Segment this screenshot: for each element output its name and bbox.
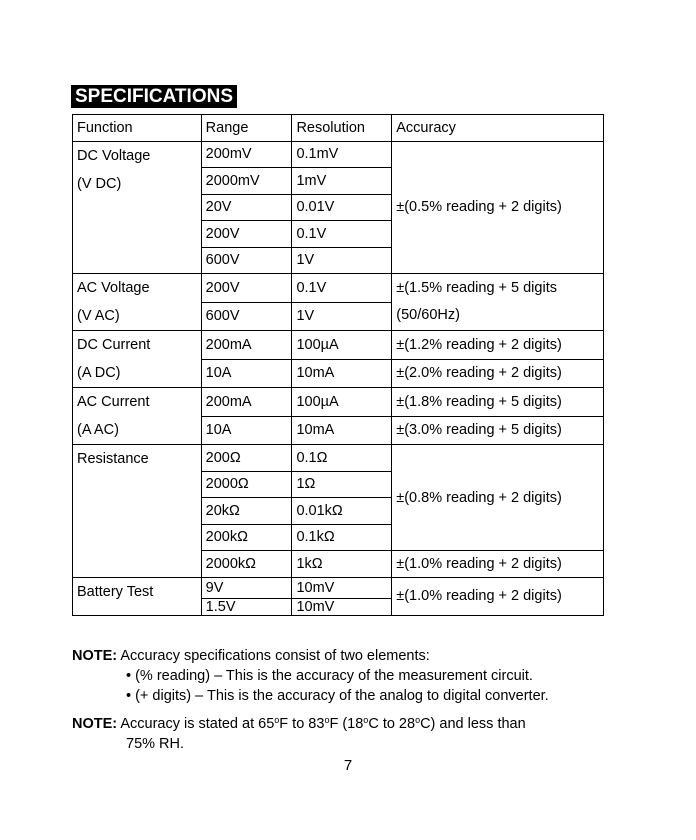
function-label: AC Voltage	[77, 280, 150, 296]
range-cell: 1.5V	[201, 598, 292, 615]
function-battery-test	[73, 577, 202, 615]
accuracy-cell: ±(3.0% reading + 5 digits)	[392, 416, 604, 445]
note-2	[72, 710, 632, 734]
function-label: DC Current	[77, 337, 151, 353]
table-header-row	[73, 115, 604, 142]
range-cell: 10A	[201, 416, 292, 445]
function-ac-current	[73, 388, 202, 445]
note-text: F to 83	[279, 716, 325, 732]
range-cell: 200V	[201, 274, 292, 303]
table-row	[73, 445, 604, 472]
function-label: DC Voltage	[77, 147, 151, 164]
note-text: F (18	[329, 716, 364, 732]
accuracy-cell: ±(2.0% reading + 2 digits)	[392, 359, 604, 388]
range-cell: 200kΩ	[201, 524, 292, 551]
accuracy-cell: ±(1.2% reading + 2 digits)	[392, 331, 604, 360]
resolution-cell: 0.1V	[292, 274, 392, 303]
section-heading: SPECIFICATIONS	[71, 85, 237, 108]
bullet-digits: • (+ digits) – This is the accuracy of the analog to digital converter.	[126, 688, 549, 704]
resolution-cell: 0.1Ω	[292, 445, 392, 472]
function-dc-voltage	[73, 141, 202, 274]
range-cell: 2000mV	[201, 168, 292, 195]
resolution-cell: 0.1V	[292, 221, 392, 248]
function-label: Battery Test	[77, 583, 154, 600]
note-text: C) and less than	[420, 716, 526, 732]
function-unit: (V DC)	[77, 175, 122, 192]
function-unit: (A DC)	[77, 365, 121, 381]
note-label: NOTE:	[72, 716, 118, 732]
note-text: Accuracy specifications consist of two elements:	[117, 648, 430, 664]
function-ac-voltage	[73, 274, 202, 331]
degree-mark: o	[274, 715, 280, 725]
resolution-cell: 0.01V	[292, 194, 392, 221]
resolution-cell: 10mV	[292, 598, 392, 615]
accuracy-cell: ±(0.5% reading + 2 digits)	[392, 141, 604, 274]
range-cell: 200mV	[201, 141, 292, 168]
header-resolution: Resolution	[292, 115, 392, 142]
resolution-cell: 0.01kΩ	[292, 498, 392, 525]
note-text: C to 28	[368, 716, 416, 732]
range-cell: 600V	[201, 247, 292, 274]
resolution-cell: 0.1kΩ	[292, 524, 392, 551]
accuracy-cell: ±(1.0% reading + 2 digits)	[392, 551, 604, 578]
accuracy-cell: ±(1.8% reading + 5 digits)	[392, 388, 604, 417]
function-dc-current	[73, 331, 202, 388]
note-1	[72, 646, 632, 666]
header-function: Function	[73, 115, 202, 142]
resolution-cell: 100µA	[292, 331, 392, 360]
resolution-cell: 1V	[292, 247, 392, 274]
table-row	[73, 388, 604, 417]
table-row	[73, 577, 604, 598]
function-label: Resistance	[77, 451, 149, 467]
resolution-cell: 1V	[292, 302, 392, 331]
accuracy-cell: ±(1.0% reading + 2 digits)	[392, 577, 604, 615]
notes-section	[72, 646, 632, 754]
resolution-cell: 0.1mV	[292, 141, 392, 168]
accuracy-cell: ±(0.8% reading + 2 digits)	[392, 445, 604, 551]
range-cell: 20kΩ	[201, 498, 292, 525]
degree-mark: o	[415, 715, 421, 725]
table-row	[73, 274, 604, 303]
function-unit: (V AC)	[77, 308, 120, 324]
range-cell: 200mA	[201, 388, 292, 417]
resolution-cell: 10mA	[292, 359, 392, 388]
header-accuracy: Accuracy	[392, 115, 604, 142]
note-label: NOTE:	[72, 648, 118, 664]
degree-mark: o	[324, 715, 330, 725]
resolution-cell: 1Ω	[292, 471, 392, 498]
resolution-cell: 1mV	[292, 168, 392, 195]
range-cell: 10A	[201, 359, 292, 388]
note-text: Accuracy is stated at 65	[117, 716, 275, 732]
range-cell: 600V	[201, 302, 292, 331]
specifications-table	[72, 114, 604, 616]
range-cell: 200mA	[201, 331, 292, 360]
table-row	[73, 331, 604, 360]
function-resistance	[73, 445, 202, 578]
range-cell: 9V	[201, 577, 292, 598]
accuracy-cell	[392, 274, 604, 331]
table-row	[73, 141, 604, 168]
degree-mark: o	[363, 715, 369, 725]
note-2-continuation: 75% RH.	[126, 736, 185, 752]
accuracy-line: (50/60Hz)	[396, 307, 460, 323]
range-cell: 200V	[201, 221, 292, 248]
header-range: Range	[201, 115, 292, 142]
range-cell: 2000Ω	[201, 471, 292, 498]
range-cell: 200Ω	[201, 445, 292, 472]
resolution-cell: 100µA	[292, 388, 392, 417]
resolution-cell: 10mA	[292, 416, 392, 445]
range-cell: 2000kΩ	[201, 551, 292, 578]
accuracy-line: ±(1.5% reading + 5 digits	[396, 280, 557, 296]
bullet-reading: • (% reading) – This is the accuracy of the measurement circuit.	[126, 668, 533, 684]
resolution-cell: 1kΩ	[292, 551, 392, 578]
function-label: AC Current	[77, 394, 150, 410]
page-number: 7	[343, 757, 353, 774]
resolution-cell: 10mV	[292, 577, 392, 598]
function-unit: (A AC)	[77, 422, 119, 438]
range-cell: 20V	[201, 194, 292, 221]
